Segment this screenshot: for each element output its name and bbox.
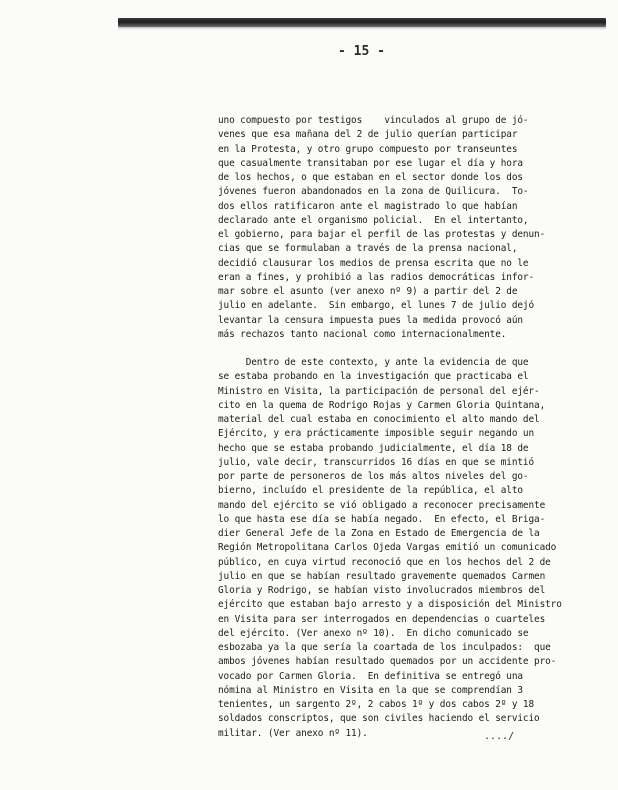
text-line: tenientes, un sargento 2º, 2 cabos 1º y dos cabos 2º y 18: [218, 699, 535, 710]
text-line: mando del ejército se vió obligado a reconocer precisamente: [218, 499, 546, 511]
text-line: uno compuesto por testigos vinculados al grupo de jó-: [218, 115, 529, 126]
text-line: jóvenes fueron abandonados en la zona de Quilicura. To-: [218, 186, 529, 198]
text-line: ambos jóvenes habían resultado quemados por un accidente pro-: [218, 656, 557, 668]
text-line: material del cual estaba en conocimiento el alto mando del: [218, 414, 540, 425]
text-line: venes que esa mañana del 2 de julio querían participar: [218, 129, 518, 141]
text-line: esbozaba ya la que sería la coartada de los inculpados: que: [218, 642, 551, 653]
text-line: que casualmente transitaban por ese lugar el día y hora: [218, 157, 523, 169]
text-line: decidió clausurar los medios de prensa escrita que no le: [218, 257, 529, 269]
page-number: - 15 -: [338, 44, 385, 59]
text-line: levantar la censura impuesta pues la medida provocó aún: [218, 314, 523, 326]
text-line: dier General Jefe de la Zona en Estado de Emergencia de la: [218, 528, 540, 539]
text-line: por parte de personeros de los más altos niveles del go-: [218, 471, 529, 482]
text-line: Ejército, y era prácticamente imposible seguir negando un: [218, 428, 535, 440]
text-line: cias que se formulaban a través de la prensa nacional,: [218, 243, 518, 255]
text-line: declarado ante el organismo policial. En el intertanto,: [218, 214, 529, 226]
text-line: militar. (Ver anexo nº 11).: [218, 727, 368, 739]
text-line: mar sobre el asunto (ver anexo nº 9) a partir del 2 de: [218, 286, 518, 297]
text-line: ejército que estaban bajo arresto y a disposición del Ministro: [218, 599, 562, 611]
text-line: Región Metropolitana Carlos Ojeda Vargas emitió un comunicado: [218, 542, 557, 554]
text-line: de los hechos, o que estaban en el sector donde los dos: [218, 172, 523, 183]
text-line: eran a fines, y prohibió a las radios democráticas infor-: [218, 271, 535, 283]
text-line: bierno, incluído el presidente de la república, el alto: [218, 485, 523, 497]
text-line: lo que hasta ese día se había negado. En efecto, el Briga-: [218, 513, 546, 525]
text-line: en Visita para ser interrogados en dependencias o cuarteles: [218, 613, 546, 625]
text-line: dos ellos ratificaron ante el magistrado lo que habían: [218, 200, 518, 212]
text-line: en la Protesta, y otro grupo compuesto por transeuntes: [218, 143, 518, 155]
paragraph-1: [218, 114, 548, 342]
paragraph-2: [218, 356, 562, 741]
text-line: el gobierno, para bajar el perfil de las protestas y denun-: [218, 229, 546, 240]
text-line: Dentro de este contexto, y ante la evidencia de que: [218, 357, 529, 368]
text-line: hecho que se estaba probando judicialmente, el día 18 de: [218, 442, 529, 454]
text-line: vocado por Carmen Gloria. En definitiva se entregó una: [218, 670, 523, 682]
text-line: julio, vale decir, transcurridos 16 días en que se mintió: [218, 456, 535, 468]
text-line: público, en cuya virtud reconoció que en los hechos del 2 de: [218, 556, 551, 568]
text-line: Ministro en Visita, la participación de personal del ejér-: [218, 385, 540, 397]
text-line: Gloria y Rodrigo, se habían visto involucrados miembros del: [218, 585, 546, 596]
text-line: julio en que se habían resultado gravemente quemados Carmen: [218, 570, 546, 582]
continuation-mark: ..../: [484, 731, 515, 742]
text-line: julio en adelante. Sin embargo, el lunes 7 de julio dejó: [218, 300, 535, 312]
text-line: más rechazos tanto nacional como internacionalmente.: [218, 328, 507, 340]
text-line: nómina al Ministro en Visita en la que se comprendían 3: [218, 684, 523, 696]
text-line: se estaba probando en la investigación que practicaba el: [218, 371, 529, 383]
text-line: soldados conscriptos, que son civiles haciendo el servicio: [218, 713, 540, 725]
scan-edge-shadow: [118, 27, 606, 30]
text-line: cito en la quema de Rodrigo Rojas y Carmen Gloria Quintana,: [218, 399, 546, 411]
scan-edge-bar: [118, 18, 606, 27]
text-line: del ejército. (Ver anexo nº 10). En dicho comunicado se: [218, 627, 529, 639]
